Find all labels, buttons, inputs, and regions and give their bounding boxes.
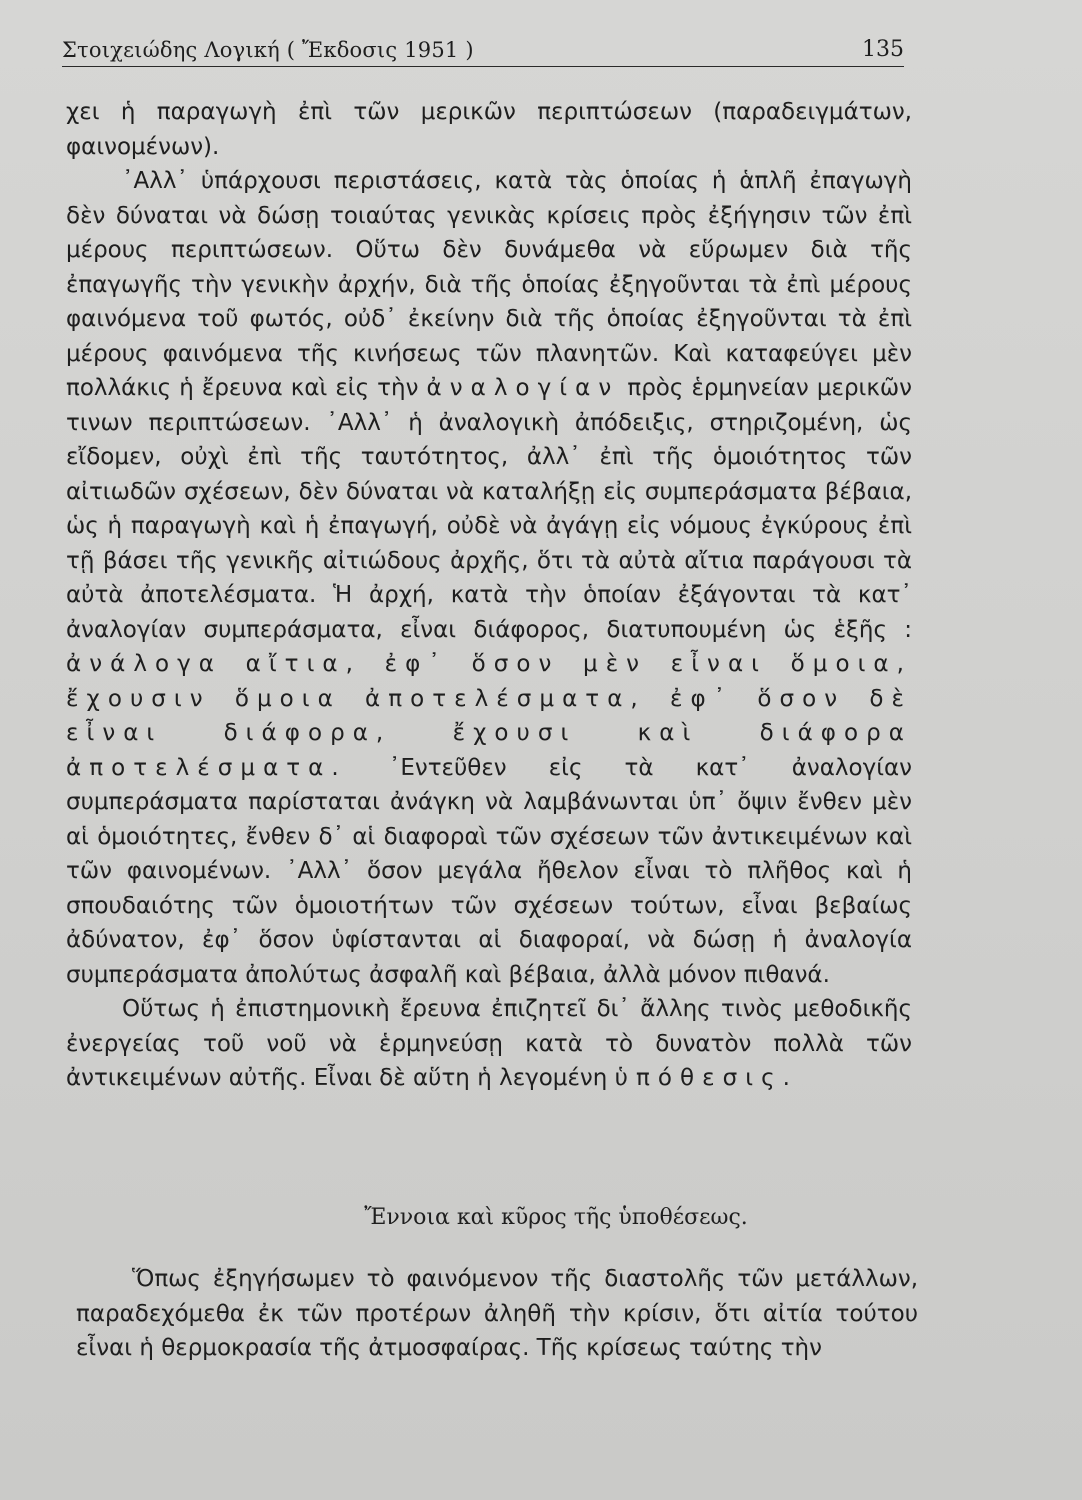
header-title: Στοιχειώδης Λογική ( Ἔκδοσις 1951 ) bbox=[62, 38, 474, 62]
page-number: 135 bbox=[862, 37, 904, 62]
running-header bbox=[62, 30, 904, 67]
main-text-block bbox=[66, 95, 912, 1096]
paragraph-metals bbox=[76, 1262, 918, 1366]
paragraph-text: ᾿Εντεῦθεν εἰς τὰ κατ᾿ ἀναλογίαν συμπεράσματα παρίσταται ἀνάγκη νὰ λαμβάνωνται ὑπ᾿ ὄψιν ἔνθεν μὲν αἱ ὁμοιότητες, ἔνθεν δ᾿ αἱ διαφοραὶ τῶν σχέσεων τῶν ἀντικειμένων καὶ τῶν φαινομένων. ᾿Αλλ᾿ ὅσον μεγάλα ἤθελον εἶναι τὸ πλῆθος καὶ ἡ σπουδαιότης τῶν ὁμοιοτήτων τῶν σχέσεων τούτων, εἶναι βεβαίως ἀδύνατον, ἐφ᾿ ὅσον ὑφίστανται αἱ διαφοραί, νὰ δώσῃ ἡ ἀναλογία συμπεράσματα ἀπολύτως ἀσφαλῆ καὶ βέβαια, ἀλλὰ μόνον πιθανά. bbox=[66, 754, 912, 988]
emphasized-principle: ἀνάλογα αἴτια, ἐφ᾿ ὅσον μὲν εἶναι ὅμοια, ἔχουσιν ὅμοια ἀποτελέσματα, ἐφ᾿ ὅσον δὲ εἶναι διάφορα, ἔχουσι καὶ διάφορα ἀποτελέσματα. bbox=[66, 651, 912, 781]
paragraph-text: Ὅπως ἐξηγήσωμεν τὸ φαινόμενον τῆς διαστολῆς τῶν μετάλλων, παραδεχόμεθα ἐκ τῶν προτέρων ἀληθῆ τὴν κρίσιν, ὅτι αἰτία τούτου εἶναι ἡ θερμοκρασία τῆς ἀτμοσφαίρας. Τῆς κρίσεως ταύτης τὴν bbox=[76, 1266, 918, 1361]
paragraph-analogy bbox=[66, 164, 912, 992]
section-heading: Ἔννοια καὶ κῦρος τῆς ὑποθέσεως. bbox=[364, 1205, 748, 1230]
emphasized-term: ὑπόθεσις. bbox=[614, 1065, 798, 1091]
emphasized-term: ἀναλογίαν bbox=[426, 375, 620, 401]
section-text-block bbox=[76, 1262, 918, 1366]
paragraph-text: χει ἡ παραγωγὴ ἐπὶ τῶν μερικῶν περιπτώσεων (παραδειγμάτων, φαινομένων). bbox=[66, 99, 912, 160]
paragraph-text: Οὕτως ἡ ἐπιστημονικὴ ἔρευνα ἐπιζητεῖ δι᾿ ἄλλης τινὸς μεθοδικῆς ἐνεργείας τοῦ νοῦ νὰ ἑρμηνεύσῃ κατὰ τὸ δυνατὸν πολλὰ τῶν ἀντικειμένων αὐτῆς. Εἶναι δὲ αὕτη ἡ λεγομένη bbox=[66, 996, 912, 1091]
paragraph-hypothesis bbox=[66, 992, 912, 1096]
paragraph-continuation bbox=[66, 95, 912, 164]
paragraph-text: πρὸς ἑρμηνείαν μερικῶν τινων περιπτώσεων. ᾿Αλλ᾿ ἡ ἀναλογικὴ ἀπόδειξις, στηριζομένη, ὡς εἴδομεν, οὐχὶ ἐπὶ τῆς ταυτότητος, ἀλλ᾿ ἐπὶ τῆς ὁμοιότητος τῶν αἰτιωδῶν σχέσεων, δὲν δύναται νὰ καταλήξῃ εἰς συμπεράσματα βέβαια, ὡς ἡ παραγωγὴ καὶ ἡ ἐπαγωγή, οὐδὲ νὰ ἀγάγῃ εἰς νόμους ἐγκύρους ἐπὶ τῇ βάσει τῆς γενικῆς αἰτιώδους ἀρχῆς, ὅτι τὰ αὐτὰ αἴτια παράγουσι τὰ αὐτὰ ἀποτελέσματα. Ἡ ἀρχή, κατὰ τὴν ὁποίαν ἐξάγονται τὰ κατ᾿ ἀναλογίαν συμπεράσματα, εἶναι διάφορος, διατυπουμένη ὡς ἑξῆς : bbox=[66, 375, 912, 643]
paragraph-text: ᾿Αλλ᾿ ὑπάρχουσι περιστάσεις, κατὰ τὰς ὁποίας ἡ ἁπλῆ ἐπαγωγὴ δὲν δύναται νὰ δώσῃ τοιαύτας γενικὰς κρίσεις πρὸς ἐξήγησιν τῶν ἐπὶ μέρους περιπτώσεων. Οὕτω δὲν δυνάμεθα νὰ εὕρωμεν διὰ τῆς ἐπαγωγῆς τὴν γενικὴν ἀρχήν, διὰ τῆς ὁποίας ἐξηγοῦνται τὰ ἐπὶ μέρους φαινόμενα τοῦ φωτός, οὐδ᾿ ἐκείνην διὰ τῆς ὁποίας ἐξηγοῦνται τὰ ἐπὶ μέρους φαινόμενα τῆς κινήσεως τῶν πλανητῶν. Καὶ καταφεύγει μὲν πολλάκις ἡ ἔρευνα καὶ εἰς τὴν bbox=[66, 168, 912, 401]
